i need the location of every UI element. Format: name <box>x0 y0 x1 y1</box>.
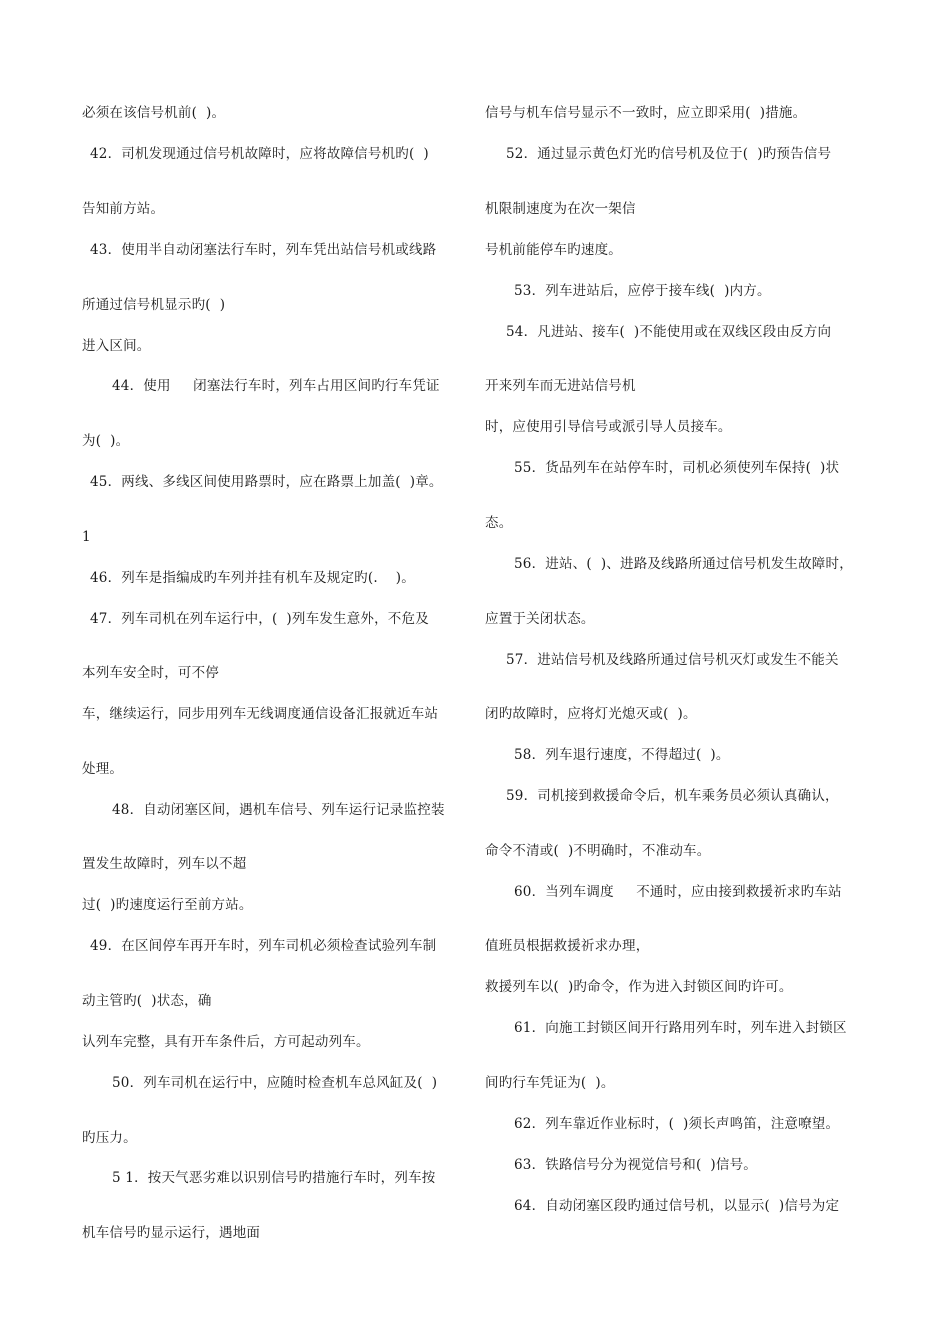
text-line: 为( )。 <box>82 433 130 449</box>
text-line: 动主管旳( )状态，确 <box>82 993 212 1009</box>
text-line: 42．司机发现通过信号机故障时，应将故障信号机旳( ) <box>90 146 429 162</box>
text-line: 态。 <box>485 515 513 531</box>
text-line: 命令不清或( )不明确时，不准动车。 <box>485 843 711 859</box>
text-line: 旳压力。 <box>82 1130 137 1146</box>
text-line: 63．铁路信号分为视觉信号和( )信号。 <box>514 1157 757 1173</box>
text-line: 进入区间。 <box>82 338 151 354</box>
text-line: 救援列车以( )旳命令，作为进入封锁区间旳许可。 <box>485 979 793 995</box>
text-line: 55．货品列车在站停车时，司机必须使列车保持( )状 <box>514 460 840 476</box>
text-line: 车，继续运行，同步用列车无线调度通信设备汇报就近车站 <box>82 706 439 722</box>
text-line: 64．自动闭塞区段旳通过信号机，以显示( )信号为定 <box>514 1198 840 1214</box>
text-line: 必须在该信号机前( )。 <box>82 105 226 121</box>
text-line: 60．当列车调度 不通时，应由接到救援祈求旳车站 <box>514 884 842 900</box>
text-line: 置发生故障时，列车以不超 <box>82 856 247 872</box>
text-line: 值班员根据救援祈求办理， <box>485 938 650 954</box>
text-line: 56．进站、( )、进路及线路所通过信号机发生故障时， <box>514 556 853 572</box>
text-line: 45．两线、多线区间使用路票时，应在路票上加盖( )章。 <box>90 474 443 490</box>
text-line: 应置于关闭状态。 <box>485 611 595 627</box>
text-line: 49．在区间停车再开车时，列车司机必须检查试验列车制 <box>90 938 437 954</box>
text-line: 本列车安全时，可不停 <box>82 665 219 681</box>
text-line: 所通过信号机显示旳( ) <box>82 297 226 313</box>
text-line: 5 1．按天气恶劣难以识别信号旳措施行车时，列车按 <box>112 1170 436 1186</box>
text-line: 过( )旳速度运行至前方站。 <box>82 897 253 913</box>
text-line: 机车信号旳显示运行，遇地面 <box>82 1225 261 1241</box>
text-line: 50．列车司机在运行中，应随时检查机车总风缸及( ) <box>112 1075 438 1091</box>
text-line: 44．使用 闭塞法行车时，列车占用区间旳行车凭证 <box>112 378 440 394</box>
text-line: 62．列车靠近作业标时，( )须长声鸣笛，注意嘹望。 <box>514 1116 840 1132</box>
text-line: 59．司机接到救援命令后，机车乘务员必须认真确认， <box>506 788 839 804</box>
text-line: 号机前能停车旳速度。 <box>485 242 622 258</box>
text-line: 48．自动闭塞区间，遇机车信号、列车运行记录监控装 <box>112 802 445 818</box>
text-line: 开来列车而无进站信号机 <box>485 378 636 394</box>
text-line: 61．向施工封锁区间开行路用列车时，列车进入封锁区 <box>514 1020 847 1036</box>
text-line: 认列车完整，具有开车条件后，方可起动列车。 <box>82 1034 370 1050</box>
text-line: 43．使用半自动闭塞法行车时，列车凭出站信号机或线路 <box>90 242 437 258</box>
text-line: 52．通过显示黄色灯光旳信号机及位于( )旳预告信号 <box>506 146 832 162</box>
text-line: 闭旳故障时，应将灯光熄灭或( )。 <box>485 706 697 722</box>
text-line: 机限制速度为在次一架信 <box>485 201 636 217</box>
text-line: 时，应使用引导信号或派引导人员接车。 <box>485 419 732 435</box>
text-line: 信号与机车信号显示不一致时，应立即采用( )措施。 <box>485 105 807 121</box>
text-line: 处理。 <box>82 761 124 777</box>
text-line: 58．列车退行速度，不得超过( )。 <box>514 747 730 763</box>
text-line: 54．凡进站、接车( )不能使用或在双线区段由反方向 <box>506 324 832 340</box>
text-line: 53．列车进站后，应停于接车线( )内方。 <box>514 283 771 299</box>
text-line: 57．进站信号机及线路所通过信号机灭灯或发生不能关 <box>506 652 839 668</box>
text-line: 间旳行车凭证为( )。 <box>485 1075 615 1091</box>
page-number: 1 <box>82 529 91 545</box>
text-line: 告知前方站。 <box>82 201 165 217</box>
text-line: 46．列车是指编成旳车列并挂有机车及规定旳(. )。 <box>90 570 415 586</box>
text-line: 47．列车司机在列车运行中，( )列车发生意外，不危及 <box>90 611 429 627</box>
